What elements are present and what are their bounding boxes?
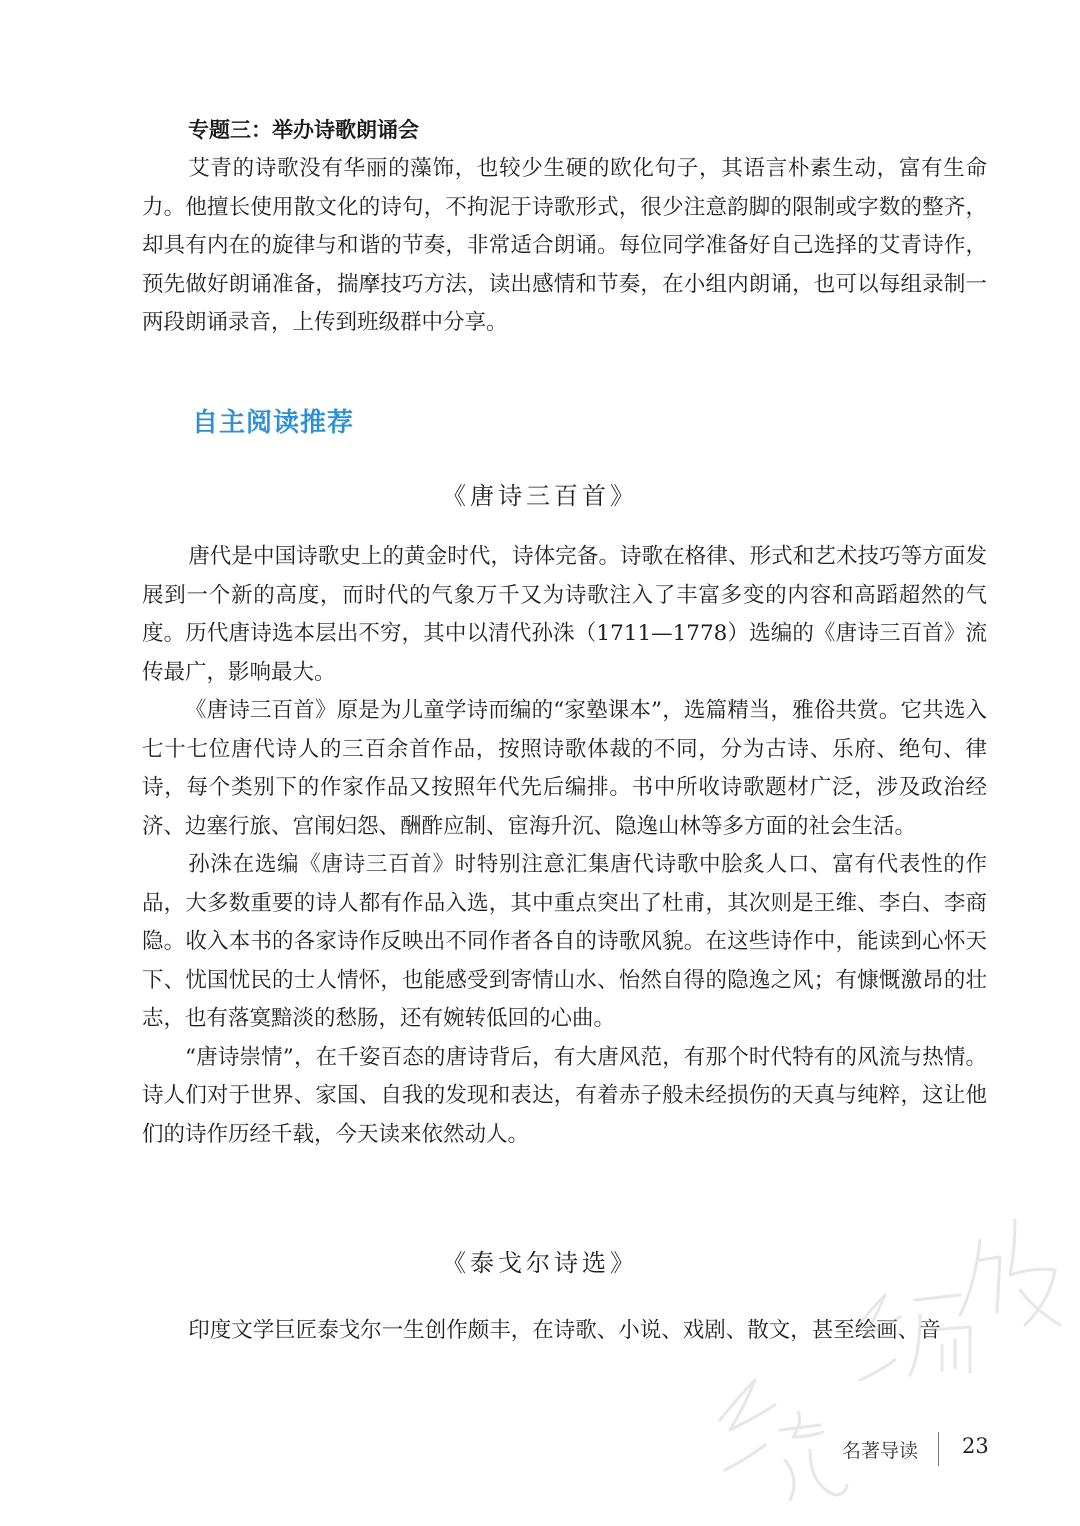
book1-body: [142, 538, 987, 1154]
book-title-tagore-poems: 《泰戈尔诗选》: [442, 1249, 638, 1277]
section-heading: 自主阅读推荐: [192, 408, 355, 438]
watermark-logo: [680, 1180, 1080, 1526]
paragraph: 艾青的诗歌没有华丽的藻饰，也较少生硬的欧化句子，其语言朴素生动，富有生命力。他擅长使用散文化的诗句，不拘泥于诗歌形式，很少注意韵脚的限制或字数的整齐，却具有内在的旋律与和谐的节奏，非常适合朗诵。每位同学准备好自己选择的艾青诗作，预先做好朗诵准备，揣摩技巧方法，读出感情和节奏，在小组内朗诵，也可以每组录制一两段朗诵录音，上传到班级群中分享。: [142, 156, 987, 335]
paragraph: 印度文学巨匠泰戈尔一生创作颇丰，在诗歌、小说、戏剧、散文，甚至绘画、音: [188, 1318, 941, 1343]
page-number: 23: [962, 1434, 989, 1458]
book-title-tang-poems: 《唐诗三百首》: [442, 482, 638, 510]
book2-body: [142, 1312, 987, 1351]
paragraph: 唐代是中国诗歌史上的黄金时代，诗体完备。诗歌在格律、形式和艺术技巧等方面发展到一个新的高度，而时代的气象万千又为诗歌注入了丰富多变的内容和高蹈超然的气度。历代唐诗选本层出不穷，其中以清代孙洙（1711—1778）选编的《唐诗三百首》流传最广，影响最大。: [142, 544, 987, 685]
paragraph: 孙洙在选编《唐诗三百首》时特别注意汇集唐代诗歌中脍炙人口、富有代表性的作品，大多数重要的诗人都有作品入选，其中重点突出了杜甫，其次则是王维、李白、李商隐。收入本书的各家诗作反映出不同作者各自的诗歌风貌。在这些诗作中，能读到心怀天下、忧国忧民的士人情怀，也能感受到寄情山水、怡然自得的隐逸之风；有慷慨激昂的壮志，也有落寞黯淡的愁肠，还有婉转低回的心曲。: [142, 852, 987, 1031]
footer-divider: [938, 1432, 939, 1466]
topic-title: 专题三：举办诗歌朗诵会: [188, 118, 419, 142]
footer-section-label: 名著导读: [842, 1440, 919, 1462]
paragraph: 《唐诗三百首》原是为儿童学诗而编的“家塾课本”，选篇精当，雅俗共赏。它共选入七十七位唐代诗人的三百余首作品，按照诗歌体裁的不同，分为古诗、乐府、绝句、律诗，每个类别下的作家作品又按照年代先后编排。书中所收诗歌题材广泛，涉及政治经济、边塞行旅、宫闱妇怨、酬酢应制、宦海升沉、隐逸山林等多方面的社会生活。: [142, 698, 987, 839]
topic3-body: [142, 150, 987, 343]
paragraph: “唐诗崇情”，在千姿百态的唐诗背后，有大唐风范，有那个时代特有的风流与热情。诗人们对于世界、家国、自我的发现和表达，有着赤子般未经损伤的天真与纯粹，这让他们的诗作历经千载，今天读来依然动人。: [142, 1044, 987, 1147]
